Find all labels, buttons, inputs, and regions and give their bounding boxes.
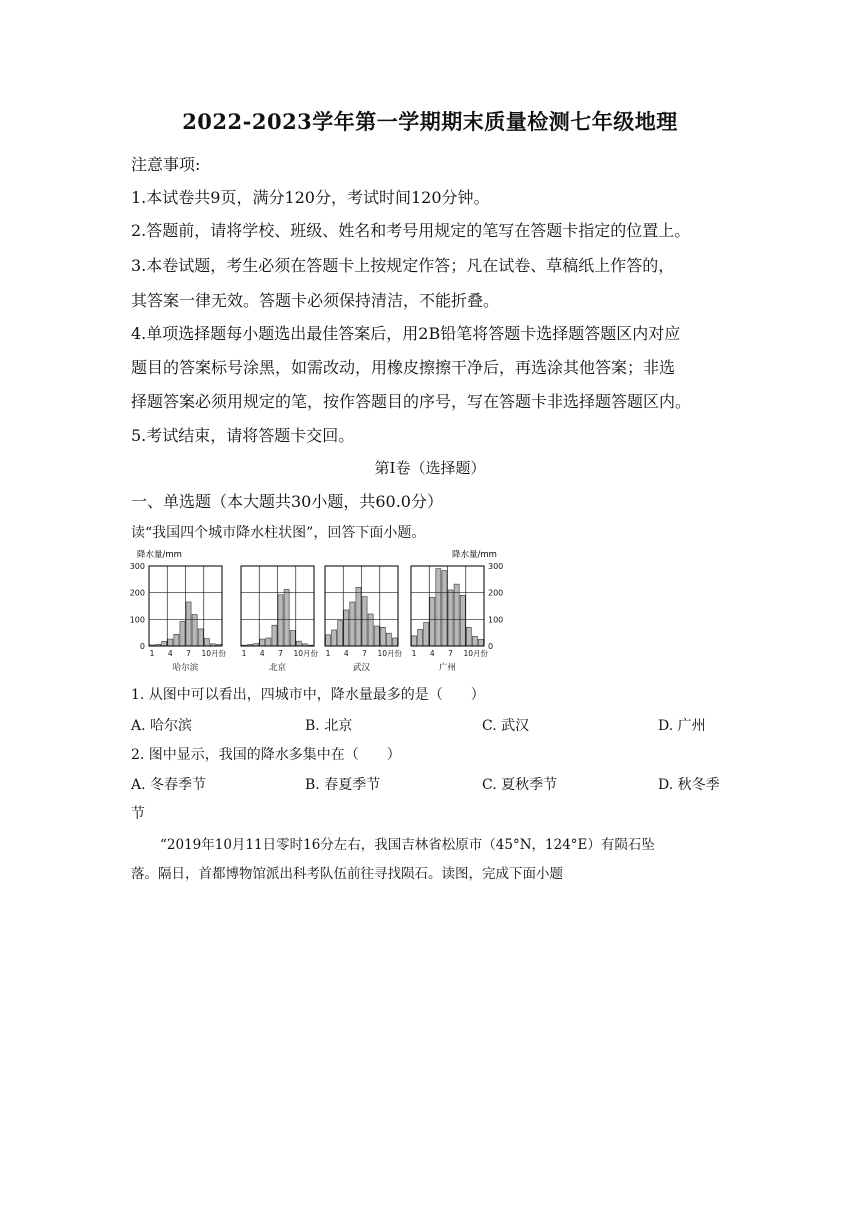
precip-bar <box>186 602 191 646</box>
notice-heading: 注意事项: <box>131 155 201 174</box>
notice-item: 题目的答案标号涂黑，如需改动，用橡皮擦擦干净后，再选涂其他答案；非选 <box>131 358 676 377</box>
precip-bar <box>174 634 179 646</box>
x-tick-label: 1 <box>149 649 155 658</box>
notice-item: 其答案一律无效。答题卡必须保持清洁，不能折叠。 <box>131 291 500 310</box>
q2-option-c[interactable]: C. 夏秋季节 <box>482 777 558 793</box>
x-tick-label: 7 <box>278 649 283 658</box>
precip-bar <box>386 633 391 646</box>
precip-bar <box>472 636 477 646</box>
precip-bar <box>436 569 441 646</box>
x-tick-label: 4 <box>167 649 173 658</box>
x-tick-label: 7 <box>186 649 191 658</box>
precip-bar <box>350 602 355 646</box>
precip-bar <box>284 589 289 646</box>
precipitation-charts <box>129 546 529 676</box>
q2-option-b[interactable]: B. 春夏季节 <box>305 777 381 793</box>
question-intro: 读“我国四个城市降水柱状图”，回答下面小题。 <box>131 525 426 541</box>
y-tick-label-right: 300 <box>488 562 504 571</box>
precip-bar <box>272 625 277 646</box>
q2-option-a[interactable]: A. 冬春季节 <box>131 777 207 793</box>
precip-bar <box>478 639 483 646</box>
page-title: 2022-2023学年第一学期期末质量检测七年级地理 <box>182 109 678 134</box>
city-label: 北京 <box>268 663 287 673</box>
q1-option-a[interactable]: A. 哈尔滨 <box>131 718 193 734</box>
city-label: 哈尔滨 <box>172 663 199 673</box>
precip-bar <box>380 627 385 646</box>
q2-option-d-wrap: 节 <box>131 806 145 822</box>
q2-option-d[interactable]: D. 秋冬季 <box>658 777 720 793</box>
precip-bar <box>412 636 417 646</box>
y-tick-label-right: 200 <box>488 588 504 598</box>
precip-bar <box>424 623 429 646</box>
notice-item: 3.本卷试题，考生必须在答题卡上按规定作答；凡在试卷、草稿纸上作答的， <box>131 256 675 275</box>
x-tick-label: 1 <box>411 649 417 658</box>
precip-bar <box>204 639 209 646</box>
y-tick-label-left: 300 <box>129 562 145 571</box>
precip-bar <box>290 631 295 646</box>
precip-bar <box>442 571 447 646</box>
precip-bar <box>180 621 185 646</box>
precip-bar <box>392 638 397 646</box>
precip-bar <box>266 638 271 646</box>
precip-bar <box>374 626 379 646</box>
x-tick-label: 4 <box>343 649 349 658</box>
q1-option-c[interactable]: C. 武汉 <box>482 718 530 734</box>
x-tick-label: 4 <box>429 649 435 658</box>
city-label: 广州 <box>438 663 457 673</box>
precip-bar <box>296 641 301 646</box>
y-tick-label-left: 100 <box>129 615 145 625</box>
y-tick-label-right: 0 <box>488 642 494 651</box>
y-tick-label-left: 0 <box>139 642 145 651</box>
x-tick-label: 7 <box>362 649 367 658</box>
precip-bar <box>162 641 167 646</box>
precip-bar <box>260 639 265 646</box>
y-tick-label-right: 100 <box>488 615 504 625</box>
notice-item: 2.答题前，请将学校、班级、姓名和考号用规定的笔写在答题卡指定的位置上。 <box>131 221 691 240</box>
ylabel-left: 降水量/mm <box>137 550 182 560</box>
precip-bar <box>332 630 337 646</box>
x-tick-label: 10月份 <box>201 649 227 658</box>
precip-bar <box>326 635 331 646</box>
q1-option-b[interactable]: B. 北京 <box>305 718 353 734</box>
notice-item: 择题答案必须用规定的笔，按作答题目的序号，写在答题卡非选择题答题区内。 <box>131 392 692 411</box>
x-tick-label: 4 <box>259 649 265 658</box>
section-title: 一、单选题（本大题共30小题，共60.0分） <box>131 492 443 511</box>
passage-line: “2019年10月11日零时16分左右，我国吉林省松原市（45°N，124°E）有陨石坠 <box>160 837 655 853</box>
precip-bar <box>448 590 453 646</box>
x-tick-label: 1 <box>241 649 247 658</box>
city-label: 武汉 <box>352 663 371 673</box>
precip-bar <box>362 597 367 646</box>
precip-bar <box>338 621 343 646</box>
x-tick-label: 1 <box>325 649 331 658</box>
precip-bar <box>344 610 349 646</box>
x-tick-label: 10月份 <box>377 649 403 658</box>
x-tick-label: 7 <box>448 649 453 658</box>
q1-option-d[interactable]: D. 广州 <box>658 718 706 734</box>
passage-line: 落。隔日，首都博物馆派出科考队伍前往寻找陨石。读图，完成下面小题 <box>131 866 563 882</box>
precip-bar <box>278 595 283 646</box>
notice-item: 4.单项选择题每小题选出最佳答案后，用2B铅笔将答题卡选择题答题区内对应 <box>131 324 681 343</box>
precip-bar <box>454 584 459 646</box>
precip-bar <box>466 627 471 646</box>
question-2-stem: 2. 图中显示，我国的降水多集中在（ ） <box>131 747 401 763</box>
notice-item: 1.本试卷共9页，满分120分，考试时间120分钟。 <box>131 188 490 207</box>
x-tick-label: 10月份 <box>463 649 489 658</box>
notice-item: 5.考试结束，请将答题卡交回。 <box>131 426 355 445</box>
precip-bar <box>430 597 435 646</box>
x-tick-label: 10月份 <box>293 649 319 658</box>
precip-bar <box>168 639 173 646</box>
precip-bar <box>460 595 465 646</box>
precip-bar <box>198 629 203 646</box>
precip-bar <box>418 629 423 646</box>
precip-bar <box>368 614 373 646</box>
ylabel-right: 降水量/mm <box>452 550 497 560</box>
question-1-stem: 1. 从图中可以看出，四城市中，降水量最多的是（ ） <box>131 687 485 703</box>
y-tick-label-left: 200 <box>129 588 145 598</box>
precip-bar <box>356 587 361 646</box>
volume-title: 第I卷（选择题） <box>374 459 486 477</box>
